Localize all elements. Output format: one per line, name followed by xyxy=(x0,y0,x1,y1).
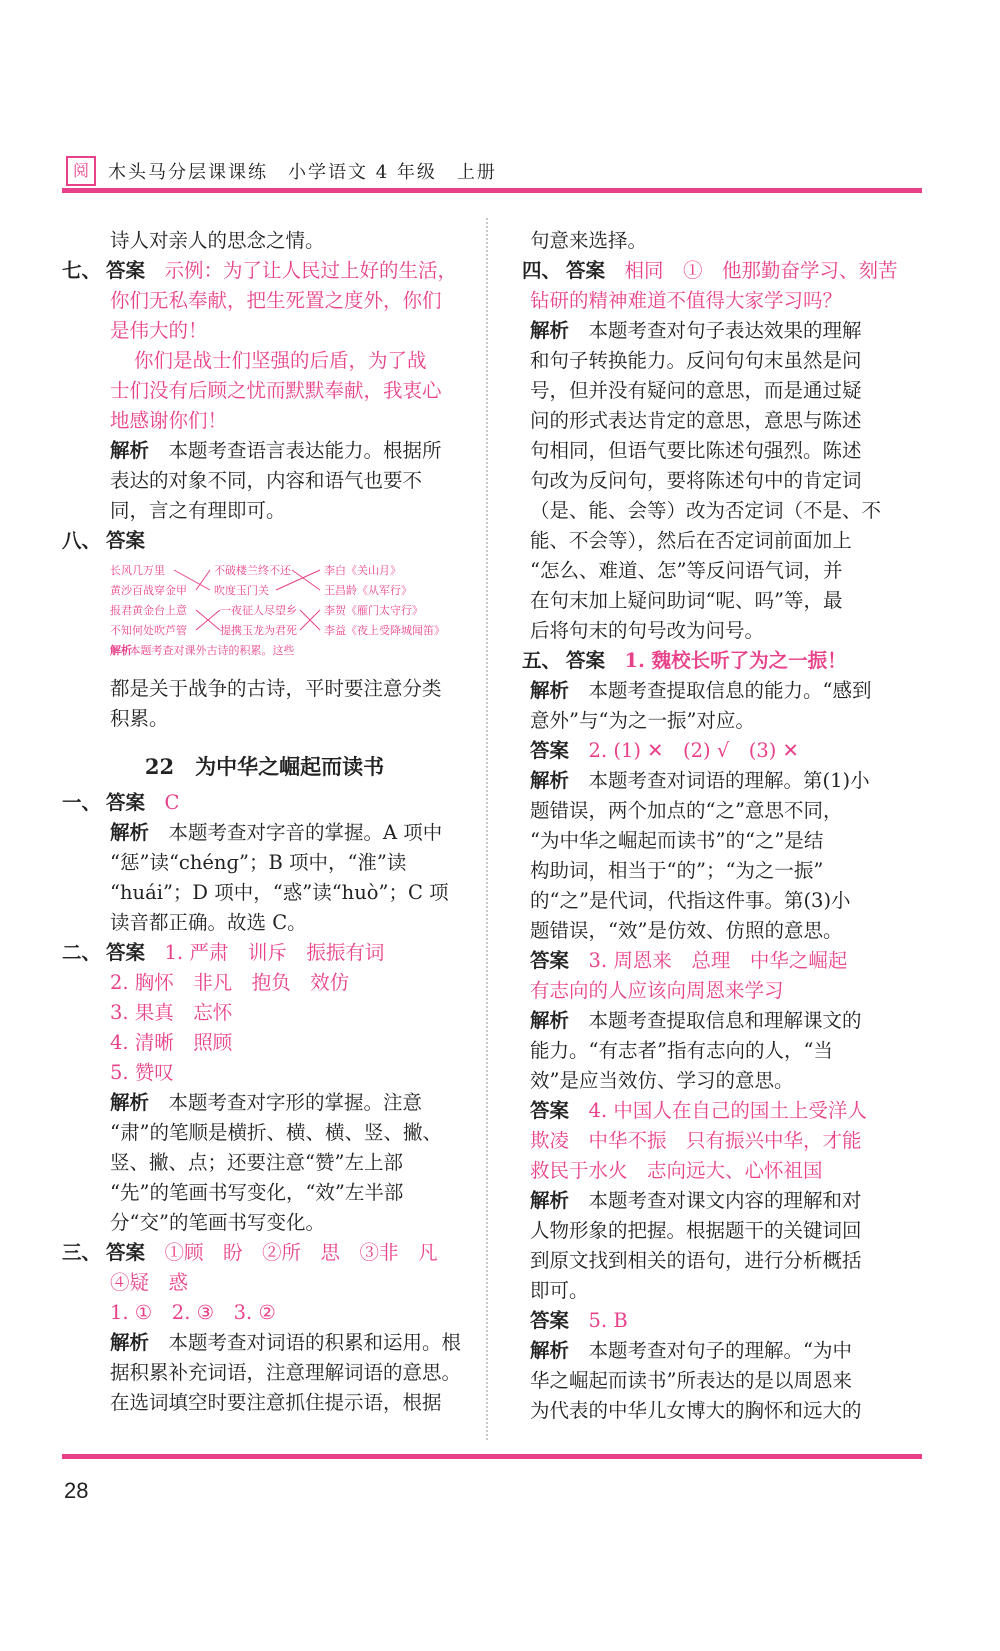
match-item: 一夜征人尽望乡 xyxy=(220,604,297,617)
left-column xyxy=(62,226,467,1418)
match-item: 不破楼兰终不还 xyxy=(214,564,291,577)
explanation-label: 解析 xyxy=(110,1331,150,1354)
q2-explanation-line: 分“交”的笔画书写变化。 xyxy=(110,1211,325,1234)
q4-answer-text: 相同 ① 他那勤奋学习、刻苦 xyxy=(624,259,898,282)
q2-number: 二、 xyxy=(62,941,102,964)
q5-answer-line: 欺凌 中华不振 只有振兴中华，才能 xyxy=(530,1129,862,1152)
explanation-label: 解析 xyxy=(530,1189,570,1212)
q7-explanation-line: 表达的对象不同，内容和语气也要不 xyxy=(110,469,423,492)
q1-explanation-line: 读音都正确。故选 C。 xyxy=(110,911,307,934)
q4-explanation-line: 号，但并没有疑问的意思，而是通过疑 xyxy=(530,379,862,402)
q3-answer-line: ④疑 惑 xyxy=(110,1271,189,1294)
answer-label: 答案 xyxy=(530,739,570,762)
q2-answer-line: 3. 果真 忘怀 xyxy=(110,1001,233,1024)
explanation-label: 解析 xyxy=(110,644,132,657)
explanation-label: 解析 xyxy=(110,821,150,844)
q5-explanation-line: 意外”与“为之一振”对应。 xyxy=(530,709,755,732)
poem-matching-diagram xyxy=(110,558,467,704)
q2-answer-line: 4. 清晰 照顾 xyxy=(110,1031,233,1054)
q7-answer-line xyxy=(62,256,467,286)
explanation-text: 本题考查语言表达能力。根据所 xyxy=(168,439,442,462)
q7-answer-line: 地感谢你们！ xyxy=(110,409,228,432)
match-item: 吹度玉门关 xyxy=(214,584,269,597)
answer-label: 答案 xyxy=(530,1099,570,1122)
q2-answer-line: 5. 赞叹 xyxy=(110,1061,174,1084)
page-header xyxy=(62,150,922,190)
q4-explanation-line: 问的形式表达肯定的意思，意思与陈述 xyxy=(530,409,862,432)
explanation-text: 本题考查对课外古诗的积累。这些 xyxy=(129,644,295,657)
q7-answer-line: 你们无私奉献，把生死置之度外，你们 xyxy=(110,289,442,312)
q4-explanation-line: 句相同，但语气要比陈述句强烈。陈述 xyxy=(530,439,862,462)
explanation-text: 本题考查对句子表达效果的理解 xyxy=(588,319,862,342)
q8-explanation-line: 积累。 xyxy=(110,707,169,730)
answer-text: 2. (1) ✕ (2) √ (3) ✕ xyxy=(588,739,799,762)
match-item: 李白《关山月》 xyxy=(324,564,401,577)
explanation-label: 解析 xyxy=(110,1091,150,1114)
q4-explanation-line: 和句子转换能力。反问句句末虽然是问 xyxy=(530,349,862,372)
q7-answer-label: 答案 xyxy=(106,259,146,282)
q1-answer-line xyxy=(62,788,467,818)
q1-explanation-line: “惩”读“chénɡ”；B 项中，“淮”读 xyxy=(110,851,407,874)
q3-number: 三、 xyxy=(62,1241,102,1264)
q3-explanation xyxy=(62,1328,467,1358)
q3-answer-text: ①顾 盼 ②所 思 ③非 凡 xyxy=(164,1241,438,1264)
match-item: 王昌龄《从军行》 xyxy=(324,584,412,597)
lesson-title: 22 为中华之崛起而读书 xyxy=(144,754,385,779)
q4-answer-line xyxy=(522,256,922,286)
q5-explanation-line: 的“之”是代词，代指这件事。第(3)小 xyxy=(530,889,851,912)
q4-explanation xyxy=(522,316,922,346)
match-item: 提携玉龙为君死 xyxy=(220,624,297,637)
right-column xyxy=(522,226,922,1426)
q5-answer-text: 1. 魏校长听了为之一振！ xyxy=(624,649,847,672)
match-item: 李贺《雁门太守行》 xyxy=(324,604,423,617)
answer-label: 答案 xyxy=(530,949,570,972)
q2-answer-line xyxy=(62,938,467,968)
q5-answer-line: 救民于水火 志向远大、心怀祖国 xyxy=(530,1159,823,1182)
q4-explanation-line: “怎么、难道、怎”等反问语气词，并 xyxy=(530,559,843,582)
q8-explanation xyxy=(62,644,472,674)
q5-answer-line xyxy=(522,1096,922,1126)
q5-explanation-line: “为中华之崛起而读书”的“之”是结 xyxy=(530,829,824,852)
q2-answer-line: 2. 胸怀 非凡 抱负 效仿 xyxy=(110,971,350,994)
explanation-label: 解析 xyxy=(110,439,150,462)
answer-text: 5. B xyxy=(588,1309,628,1332)
match-item: 不知何处吹芦管 xyxy=(110,624,187,637)
answer-text: 3. 周恩来 总理 中华之崛起 xyxy=(588,949,848,972)
q5-explanation xyxy=(522,1186,922,1216)
header-rule xyxy=(62,188,922,193)
q2-explanation xyxy=(62,1088,467,1118)
q7-explanation xyxy=(62,436,467,466)
q1-explanation-line: “huái”；D 项中，“惑”读“huò”；C 项 xyxy=(110,881,449,904)
q4-explanation-line: 能、不会等），然后在否定词前面加上 xyxy=(530,529,852,552)
q5-explanation-line: 人物形象的把握。根据题干的关键词回 xyxy=(530,1219,862,1242)
q5-explanation-line: 效”是应当效仿、学习的意思。 xyxy=(530,1069,794,1092)
q8-answer-line xyxy=(62,526,467,556)
q4-answer-label: 答案 xyxy=(566,259,606,282)
q8-number: 八、 xyxy=(62,529,102,552)
q3-explanation-line: 据积累补充词语，注意理解词语的意思。 xyxy=(110,1361,462,1384)
q7-answer-line: 士们没有后顾之忧而默默奉献，我衷心 xyxy=(110,379,442,402)
q8-answer-label: 答案 xyxy=(106,529,146,552)
continuation-line: 诗人对亲人的思念之情。 xyxy=(110,229,325,252)
q3-answer-line: 1. ① 2. ③ 3. ② xyxy=(110,1301,276,1324)
q4-explanation-line: 句改为反问句，要将陈述句中的肯定词 xyxy=(530,469,862,492)
q2-explanation-line: “肃”的笔顺是横折、横、横、竖、撇、 xyxy=(110,1121,442,1144)
q8-explanation-line: 都是关于战争的古诗，平时要注意分类 xyxy=(110,677,442,700)
book-title: 木头马分层课课练 小学语文 4 年级 上册 xyxy=(108,162,497,183)
q5-explanation-line: 华之崛起而读书”所表达的是以周恩来 xyxy=(530,1369,852,1392)
q3-answer-line xyxy=(62,1238,467,1268)
match-item: 黄沙百战穿金甲 xyxy=(110,584,187,597)
q5-number: 五、 xyxy=(522,649,562,672)
q7-answer-line: 是伟大的！ xyxy=(110,319,208,342)
answer-text: 4. 中国人在自己的国土上受洋人 xyxy=(588,1099,867,1122)
explanation-text: 本题考查对词语的积累和运用。根 xyxy=(168,1331,462,1354)
q5-explanation-line: 为代表的中华儿女博大的胸怀和远大的 xyxy=(530,1399,862,1422)
explanation-label: 解析 xyxy=(530,1009,570,1032)
q5-answer-line xyxy=(522,1306,922,1336)
q7-number: 七、 xyxy=(62,259,102,282)
explanation-text: 本题考查对词语的理解。第(1)小 xyxy=(588,769,870,792)
q1-explanation xyxy=(62,818,467,848)
q3-explanation-line: 在选词填空时要注意抓住提示语，根据 xyxy=(110,1391,442,1414)
q5-explanation xyxy=(522,1336,922,1366)
book-logo-icon: 阅 xyxy=(66,156,96,186)
q5-answer-line xyxy=(522,946,922,976)
footer-rule xyxy=(62,1454,922,1459)
q1-answer-label: 答案 xyxy=(106,791,146,814)
page-number: 28 xyxy=(64,1478,89,1503)
explanation-label: 解析 xyxy=(530,319,570,342)
q3-answer-label: 答案 xyxy=(106,1241,146,1264)
explanation-label: 解析 xyxy=(530,1339,570,1362)
q1-number: 一、 xyxy=(62,791,102,814)
q7-answer-line: 你们是战士们坚强的后盾，为了战 xyxy=(134,349,427,372)
explanation-label: 解析 xyxy=(530,769,570,792)
q2-answer-text: 1. 严肃 训斥 振振有词 xyxy=(164,941,385,964)
q4-explanation-line: 在句末加上疑问助词“呢、吗”等，最 xyxy=(530,589,843,612)
explanation-text: 本题考查对字音的掌握。A 项中 xyxy=(168,821,443,844)
match-item: 长风几万里 xyxy=(110,564,165,577)
column-divider xyxy=(486,218,488,1440)
explanation-text: 本题考查对课文内容的理解和对 xyxy=(588,1189,862,1212)
q5-explanation-line: 题错误，“效”是仿效、仿照的意思。 xyxy=(530,919,843,942)
q5-answer-line xyxy=(522,646,922,676)
q2-answer-label: 答案 xyxy=(106,941,146,964)
explanation-text: 本题考查对字形的掌握。注意 xyxy=(168,1091,423,1114)
q5-explanation-line: 题错误，两个加点的“之”意思不同， xyxy=(530,799,843,822)
answer-label: 答案 xyxy=(530,1309,570,1332)
continuation-line: 句意来选择。 xyxy=(530,229,648,252)
q4-explanation-line: （是、能、会等）改为否定词（不是、不 xyxy=(530,499,882,522)
q5-explanation-line: 构助词，相当于“的”；“为之一振” xyxy=(530,859,824,882)
q5-explanation-line: 即可。 xyxy=(530,1279,589,1302)
explanation-text: 本题考查对句子的理解。“为中 xyxy=(588,1339,853,1362)
q5-answer-label: 答案 xyxy=(566,649,606,672)
q1-answer-text: C xyxy=(164,791,180,814)
explanation-text: 本题考查提取信息和理解课文的 xyxy=(588,1009,862,1032)
q5-explanation xyxy=(522,676,922,706)
q5-explanation-line: 到原文找到相关的语句，进行分析概括 xyxy=(530,1249,862,1272)
q4-explanation-line: 后将句末的句号改为问号。 xyxy=(530,619,765,642)
q7-answer-text: 示例：为了让人民过上好的生活， xyxy=(164,259,458,282)
match-item: 李益《夜上受降城闻笛》 xyxy=(324,624,445,637)
q5-explanation xyxy=(522,766,922,796)
q5-answer-line: 有志向的人应该向周恩来学习 xyxy=(530,979,784,1002)
q4-number: 四、 xyxy=(522,259,562,282)
match-item: 报君黄金台上意 xyxy=(110,604,187,617)
q2-explanation-line: “先”的笔画书写变化，“效”左半部 xyxy=(110,1181,404,1204)
q5-answer-line xyxy=(522,736,922,766)
q5-explanation xyxy=(522,1006,922,1036)
q7-explanation-line: 同，言之有理即可。 xyxy=(110,499,286,522)
q2-explanation-line: 竖、撇、点；还要注意“赞”左上部 xyxy=(110,1151,403,1174)
explanation-label: 解析 xyxy=(530,679,570,702)
q4-answer-line: 钻研的精神难道不值得大家学习吗？ xyxy=(530,289,843,312)
q5-explanation-line: 能力。“有志者”指有志向的人，“当 xyxy=(530,1039,833,1062)
explanation-text: 本题考查提取信息的能力。“感到 xyxy=(588,679,872,702)
